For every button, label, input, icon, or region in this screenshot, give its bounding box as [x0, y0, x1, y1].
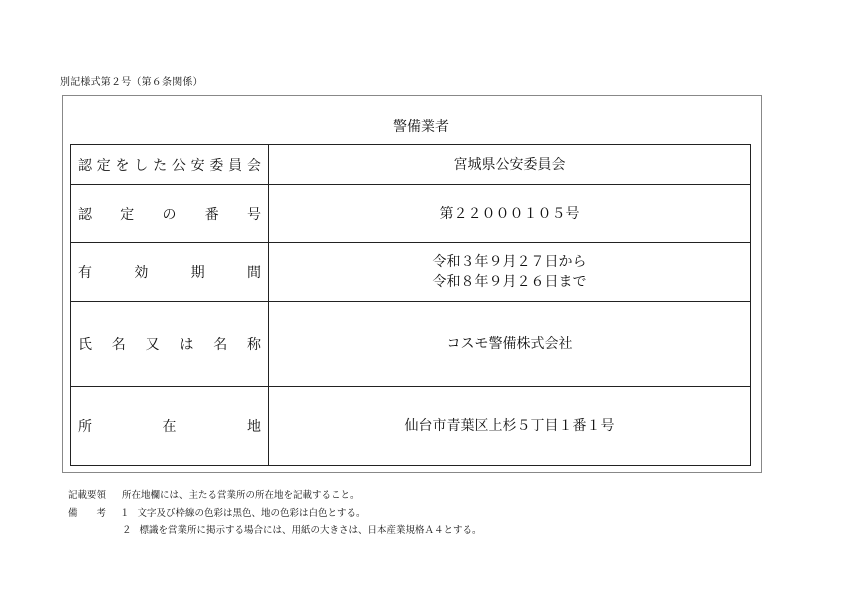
- value-line: 仙台市青葉区上杉５丁目１番１号: [404, 418, 615, 434]
- label-char: 在: [162, 419, 177, 435]
- value-certifying-commission: [269, 145, 751, 185]
- value-line: 令和８年９月２６日まで: [432, 274, 587, 290]
- label-certification-number: [71, 185, 269, 243]
- label-char: 認: [78, 157, 92, 174]
- notes-section: [68, 487, 482, 540]
- value-line: 令和３年９月２７日から: [432, 254, 587, 270]
- label-char: 地: [247, 419, 261, 435]
- label-char: 称: [246, 337, 261, 353]
- label-char: 会: [246, 157, 261, 174]
- value-validity-period: [269, 243, 751, 302]
- label-char: は: [179, 337, 194, 353]
- label-char: 効: [134, 265, 149, 281]
- note-instructions: [68, 487, 482, 505]
- table-row-address: [71, 387, 751, 466]
- label-char: 号: [247, 206, 261, 223]
- sign-title: 警備業者: [393, 119, 449, 135]
- label-chars: [71, 155, 268, 175]
- label-char: 名: [111, 337, 126, 353]
- note-text-1: 文字及び枠線の色彩は黒色、地の色彩は白色とする。: [137, 507, 366, 519]
- label-char: 有: [78, 265, 92, 281]
- label-char: 安: [190, 157, 205, 174]
- label-char: 定: [96, 157, 111, 174]
- label-char: 名: [213, 337, 228, 353]
- label-char: 定: [120, 206, 135, 223]
- value-line: 宮城県公安委員会: [453, 156, 566, 173]
- label-char: 間: [246, 265, 261, 281]
- label-char: 認: [78, 206, 92, 223]
- note-head-remarks: 備 考: [68, 507, 107, 519]
- note-remarks-2: [68, 522, 482, 540]
- label-char: を: [115, 157, 130, 174]
- value-lines: [269, 204, 750, 224]
- value-certification-number: [269, 185, 751, 243]
- table-row-name: [71, 302, 751, 387]
- label-char: 期: [190, 265, 205, 281]
- label-chars: [71, 416, 268, 436]
- label-char: 又: [145, 337, 160, 353]
- note-text-2: 標識を営業所に掲示する場合には、用紙の大きさは、日本産業規格Ａ４とする。: [139, 525, 482, 536]
- label-chars: [71, 204, 268, 224]
- note-number-2: ２: [122, 525, 132, 536]
- label-char: 所: [78, 419, 92, 435]
- value-lines: [269, 252, 750, 292]
- label-char: 員: [228, 157, 243, 174]
- label-certifying-commission: [71, 145, 269, 185]
- form-number-label: 別記様式第２号（第６条関係）: [60, 77, 203, 88]
- label-chars: [71, 262, 268, 282]
- label-validity-period: [71, 243, 269, 302]
- note-text-instructions: 所在地欄には、主たる営業所の所在地を記載すること。: [122, 490, 360, 501]
- registration-table: [70, 144, 751, 466]
- note-head-instructions: 記載要領: [68, 490, 107, 501]
- label-char: 氏: [78, 337, 92, 353]
- label-char: 公: [171, 157, 186, 174]
- label-char: た: [153, 157, 168, 174]
- note-remarks-1: [68, 505, 482, 523]
- table-row-cert-number: [71, 185, 751, 243]
- value-lines: [269, 416, 750, 436]
- value-address: [269, 387, 751, 466]
- label-name: [71, 302, 269, 387]
- table-row-commission: [71, 145, 751, 185]
- label-address: [71, 387, 269, 466]
- value-line: コスモ警備株式会社: [446, 336, 573, 352]
- label-char: 委: [209, 157, 224, 174]
- label-char: し: [134, 157, 149, 174]
- value-lines: [269, 334, 750, 354]
- table-row-validity: [71, 243, 751, 302]
- value-lines: [269, 155, 750, 175]
- label-char: の: [162, 206, 177, 223]
- label-chars: [71, 334, 268, 354]
- value-line: 第２２０００１０５号: [439, 205, 580, 222]
- value-name: [269, 302, 751, 387]
- label-char: 番: [204, 206, 219, 223]
- note-number-1: １: [120, 507, 130, 519]
